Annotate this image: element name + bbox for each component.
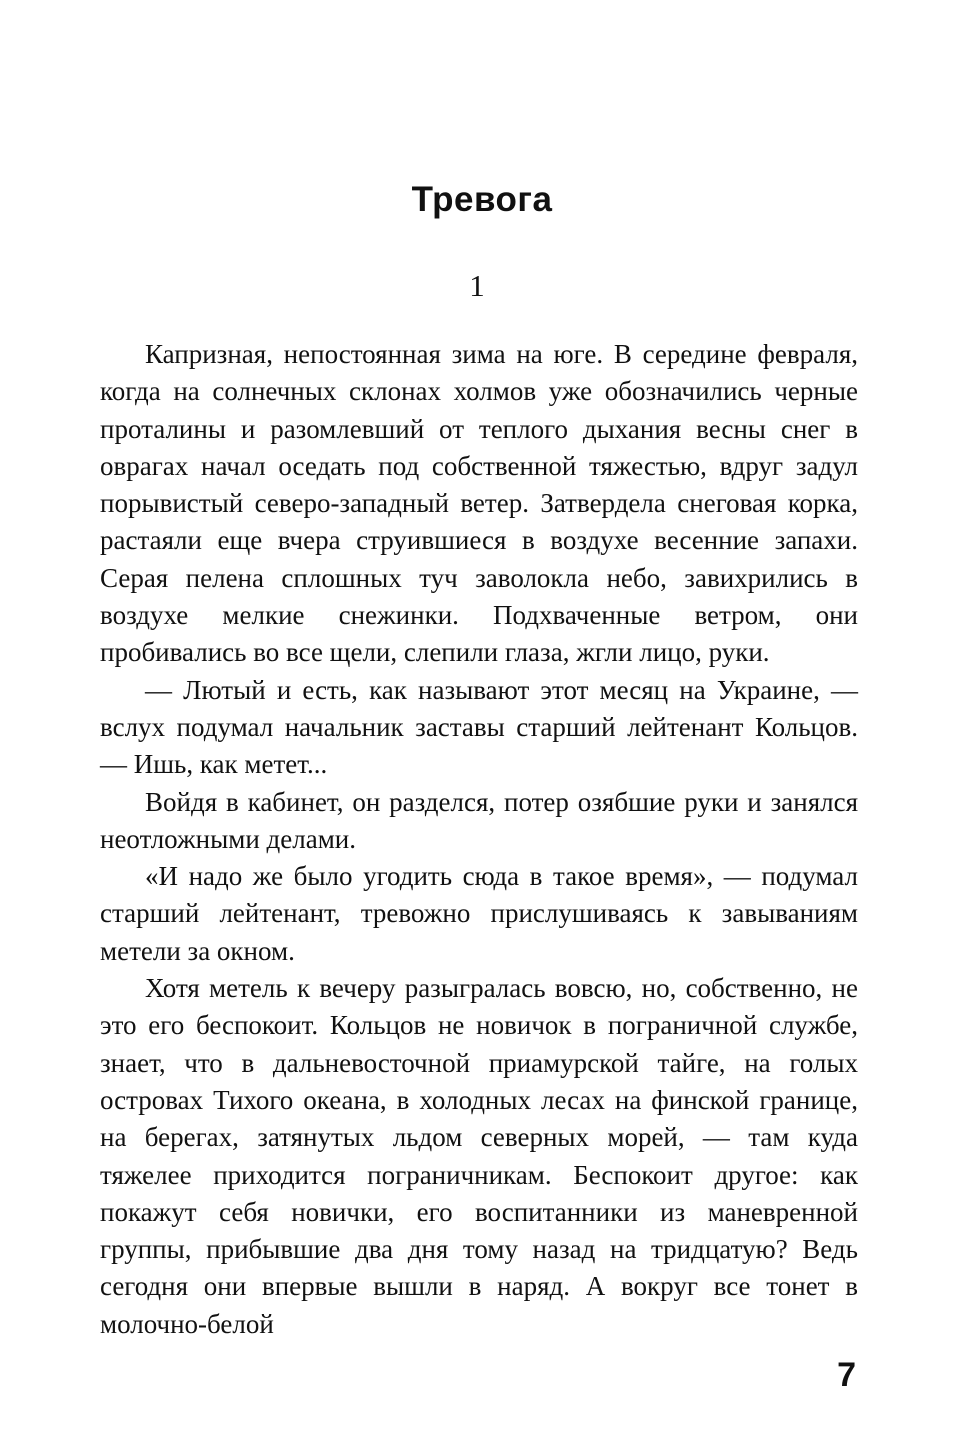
paragraph: Хотя метель к вечеру разыгралась вовсю, но, собственно, не это его беспокоит. Кольцов не новичок в пограничной службе, знает, что в дальневосточной приамурской тайге, на голых островах Тихого океана, в холодных лесах на финской границе, на берегах, затянутых льдом северных морей, — там куда тяжелее приходится пограничникам. Беспокоит другое: как покажут себя новички, его воспитанники из маневренной группы, прибывшие два дня тому назад на тридцатую? Ведь сегодня они впервые вышли в наряд. А вокруг все тонет в молочно-белой — [100, 973, 858, 1339]
chapter-title: Тревога — [411, 180, 553, 219]
paragraph: «И надо же было угодить сюда в такое время», — подумал старший лейтенант, тревожно прислушиваясь к завываниям метели за окном. — [100, 861, 858, 966]
body-text — [100, 336, 858, 1343]
page-number: 7 — [837, 1356, 856, 1394]
paragraph: Капризная, непостоянная зима на юге. В середине февраля, когда на солнечных склонах холмов уже обозначились черные проталины и разомлевший от теплого дыхания весны снег в оврагах начал оседать под собственной тяжестью, вдруг задул порывистый северо-западный ветер. Затвердела снеговая корка, растаяли еще вчера струившиеся в воздухе весенние запахи. Серая пелена сплошных туч заволокла небо, завихрились в воздухе мелкие снежинки. Подхваченные ветром, они пробивались во все щели, слепили глаза, жгли лицо, руки. — [100, 339, 858, 668]
paragraph: Войдя в кабинет, он разделся, потер озябшие руки и занялся неотложными делами. — [100, 786, 858, 854]
section-number: 1 — [469, 268, 485, 303]
paragraph: — Лютый и есть, как называют этот месяц на Украине, — вслух подумал начальник заставы старший лейтенант Кольцов. — Ишь, как метет... — [100, 674, 858, 780]
